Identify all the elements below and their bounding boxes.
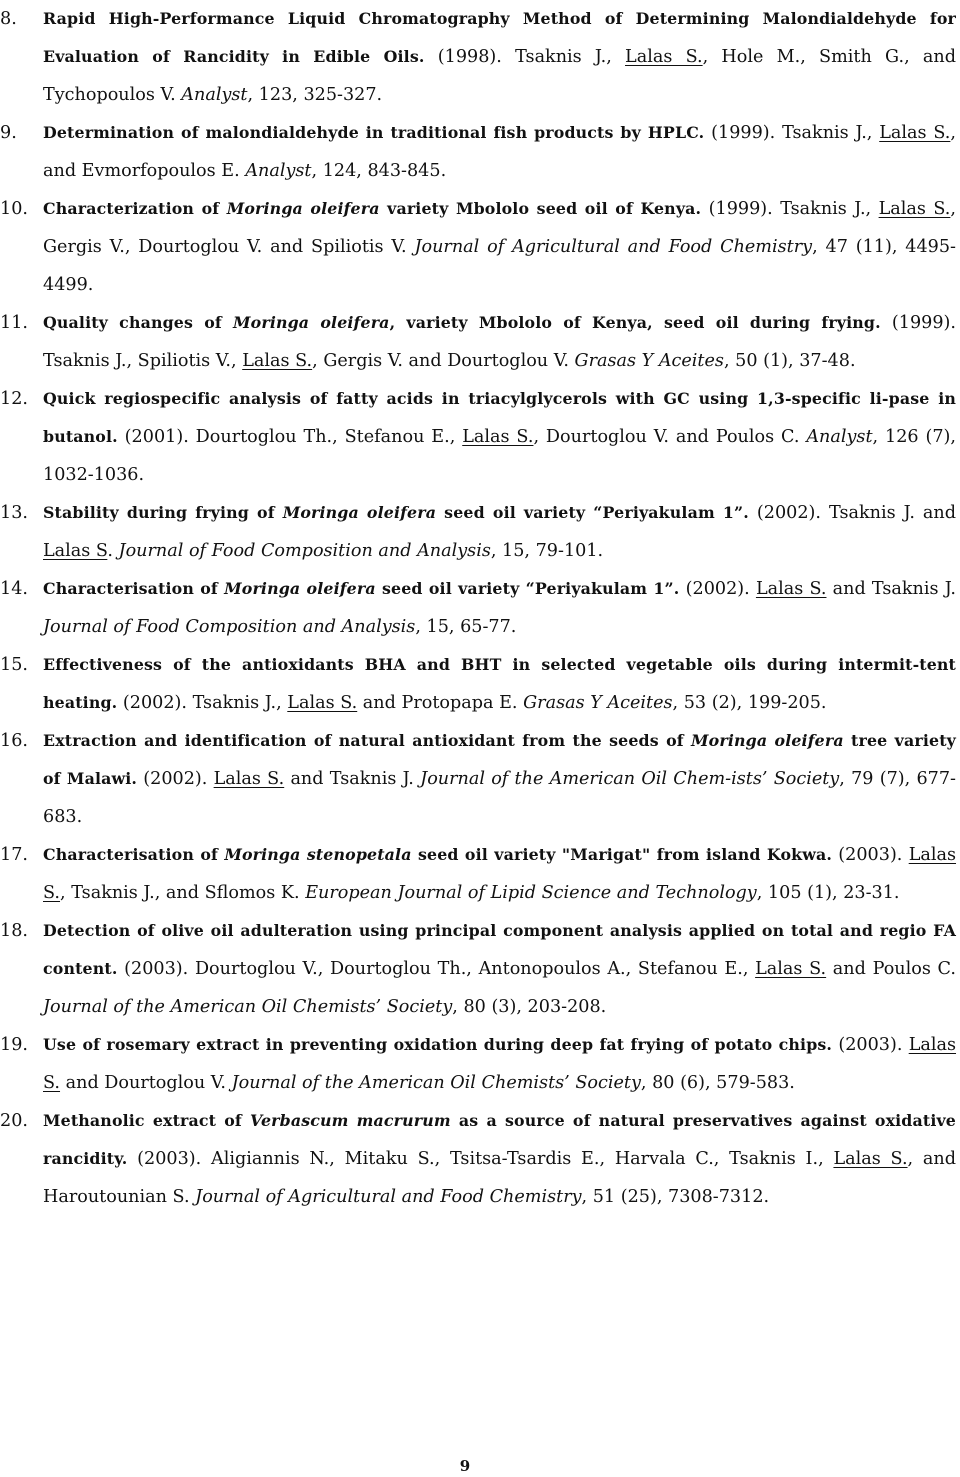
reference-item [0, 304, 956, 380]
citation-text: (2003). [832, 1035, 909, 1055]
reference-title [43, 845, 832, 864]
citation-text: , 15, 79-101. [490, 541, 604, 561]
reference-item [0, 114, 956, 190]
journal-name: Journal of Food Composition and Analysis [118, 541, 491, 561]
reference-number: 9. [0, 123, 17, 143]
reference-title [43, 199, 701, 218]
reference-number: 10. [0, 199, 28, 219]
citation-text: , and Haroutounian S. [43, 1149, 956, 1207]
journal-name: Journal of Food Composition and Analysis [43, 617, 416, 637]
citation-text: . [107, 541, 119, 561]
reference-text [43, 731, 956, 827]
reference-number: 20. [0, 1111, 28, 1131]
title-segment: , variety Mbololo of Kenya, seed oil during frying. [389, 313, 881, 332]
citation-text: , 105 (1), 23-31. [756, 883, 900, 903]
citation-text: , Tsaknis J., and Sflomos K. [60, 883, 306, 903]
title-segment: as a source of natural preservatives against oxidative rancidity. [43, 1111, 957, 1168]
citation-text: (1999). Tsaknis J., Spiliotis V., [43, 313, 956, 371]
reference-text [43, 9, 956, 105]
reference-item [0, 494, 956, 570]
journal-name: Analyst [181, 85, 248, 105]
reference-number: 19. [0, 1035, 28, 1055]
citation-text: , 15, 65-77. [415, 617, 517, 637]
reference-number: 14. [0, 579, 28, 599]
citation-text: (1999). Tsaknis J., [704, 123, 880, 143]
reference-title [43, 313, 881, 332]
highlighted-author: Lalas S. [833, 1149, 908, 1169]
journal-name: Analyst [245, 161, 312, 181]
reference-title [43, 503, 749, 522]
species-name: Verbascum macrurum [250, 1111, 451, 1130]
species-name: Moringa oleifera [224, 579, 376, 598]
reference-item [0, 0, 956, 114]
title-segment: Characterisation of [43, 845, 225, 864]
title-segment: Determination of malondialdehyde in traditional fish products by HPLC. [43, 123, 705, 142]
citation-text: , 124, 843-845. [311, 161, 447, 181]
reference-item [0, 836, 956, 912]
journal-name: Journal of Agricultural and Food Chemistry [195, 1187, 582, 1207]
reference-item [0, 570, 956, 646]
reference-text [43, 313, 956, 371]
reference-number: 11. [0, 313, 28, 333]
citation-text: , 123, 325-327. [247, 85, 383, 105]
reference-number: 15. [0, 655, 28, 675]
citation-text: (2001). Dourtoglou Th., Stefanou E., [117, 427, 463, 447]
reference-item [0, 1026, 956, 1102]
journal-name: Journal of the American Oil Chemists’ Society [43, 997, 453, 1017]
reference-item [0, 722, 956, 836]
journal-name: Journal of the American Oil Chemists’ Society [231, 1073, 641, 1093]
journal-name: Journal of the American Oil Chem-ists’ Society [420, 769, 840, 789]
title-segment: Stability during frying of [43, 503, 283, 522]
citation-text: and Dourtoglou V. [60, 1073, 232, 1093]
citation-text: , 51 (25), 7308-7312. [581, 1187, 770, 1207]
citation-text: , 80 (3), 203-208. [452, 997, 607, 1017]
reference-item [0, 1102, 956, 1216]
title-segment: Rapid High-Performance Liquid Chromatography Method of Determining Malondialdehyde for Evaluation of Rancidity in Edible Oils. [43, 9, 956, 66]
citation-text: , Gergis V. and Dourtoglou V. [312, 351, 575, 371]
reference-number: 16. [0, 731, 28, 751]
journal-name: Grasas Y Aceites [574, 351, 724, 371]
reference-number: 8. [0, 9, 17, 29]
reference-item [0, 912, 956, 1026]
journal-name: Journal of Agricultural and Food Chemistry [414, 237, 813, 257]
title-segment: Characterisation of [43, 579, 225, 598]
citation-text: , 80 (6), 579-583. [640, 1073, 795, 1093]
highlighted-author: Lalas S. [43, 1035, 957, 1093]
highlighted-author: Lalas S. [879, 123, 951, 143]
highlighted-author: Lalas S. [287, 693, 358, 713]
reference-number: 12. [0, 389, 28, 409]
reference-text [43, 1111, 956, 1207]
species-name: Moringa oleifera [233, 313, 390, 332]
highlighted-author: Lalas S. [43, 845, 957, 903]
citation-text: , 53 (2), 199-205. [672, 693, 827, 713]
citation-text: (2002). Tsaknis J. and [748, 503, 956, 523]
citation-text: (2002). [137, 769, 214, 789]
citation-text: , Gergis V., Dourtoglou V. and Spiliotis V. [43, 199, 956, 257]
citation-text: , and Evmorfopoulos E. [43, 123, 956, 181]
citation-text: and Protopapa E. [357, 693, 524, 713]
title-segment: seed oil variety "Marigat" from island Kokwa. [411, 845, 833, 864]
citation-text: , Dourtoglou V. and Poulos C. [533, 427, 807, 447]
title-segment: Effectiveness of the antioxidants BHA and BHT in selected vegetable oils during intermit-tent heating. [43, 655, 956, 712]
reference-text [43, 199, 956, 295]
journal-name: Analyst [806, 427, 873, 447]
title-segment: Quality changes of [43, 313, 234, 332]
species-name: Moringa oleifera [691, 731, 844, 750]
reference-item [0, 190, 956, 304]
reference-text [43, 503, 956, 561]
title-segment: Use of rosemary extract in preventing oxidation during deep fat frying of potato chips. [43, 1035, 833, 1054]
reference-text [43, 845, 956, 903]
highlighted-author: Lalas S. [462, 427, 534, 447]
reference-number: 13. [0, 503, 28, 523]
reference-title [43, 579, 679, 598]
citation-text: and Tsaknis J. [826, 579, 957, 599]
citation-text: (1999). Tsaknis J., [701, 199, 879, 219]
reference-text [43, 921, 956, 1017]
highlighted-author: Lalas S. [242, 351, 313, 371]
citation-text: , 50 (1), 37-48. [723, 351, 856, 371]
reference-title [43, 1035, 832, 1054]
highlighted-author: Lalas S [43, 541, 108, 561]
highlighted-author: Lalas S. [755, 959, 827, 979]
highlighted-author: Lalas S. [878, 199, 951, 219]
title-segment: Detection of olive oil adulteration using principal component analysis applied on total and regio FA content. [43, 921, 956, 978]
title-segment: tree variety of Malawi. [43, 731, 956, 788]
reference-text [43, 123, 956, 181]
title-segment: seed oil variety “Periyakulam 1”. [375, 579, 680, 598]
citation-text: (2003). [832, 845, 909, 865]
reference-text [43, 389, 956, 485]
highlighted-author: Lalas S. [625, 47, 703, 67]
citation-text: (2003). Aligiannis N., Mitaku S., Tsitsa-Tsardis E., Harvala C., Tsaknis I., [127, 1149, 834, 1169]
reference-title [43, 123, 704, 142]
species-name: Moringa oleifera [226, 199, 380, 218]
title-segment: Characterization of [43, 199, 227, 218]
reference-text [43, 579, 956, 637]
citation-text: (1998). Tsaknis J., [424, 47, 626, 67]
title-segment: seed oil variety “Periyakulam 1”. [436, 503, 749, 522]
reference-item [0, 380, 956, 494]
citation-text: and Tsaknis J. [284, 769, 421, 789]
reference-text [43, 655, 956, 713]
title-segment: Methanolic extract of [43, 1111, 251, 1130]
citation-text: , Hole M., Smith G., and Tychopoulos V. [43, 47, 956, 105]
citation-text: , 126 (7), 1032-1036. [43, 427, 956, 485]
highlighted-author: Lalas S. [213, 769, 285, 789]
reference-number: 18. [0, 921, 28, 941]
citation-text: , 47 (11), 4495-4499. [43, 237, 957, 295]
citation-text: , 79 (7), 677-683. [43, 769, 956, 827]
reference-item [0, 646, 956, 722]
journal-name: European Journal of Lipid Science and Technology [305, 883, 757, 903]
citation-text: (2003). Dourtoglou V., Dourtoglou Th., Antonopoulos A., Stefanou E., [117, 959, 756, 979]
species-name: Moringa stenopetala [224, 845, 412, 864]
citation-text: and Poulos C. [826, 959, 956, 979]
highlighted-author: Lalas S. [755, 579, 827, 599]
title-segment: variety Mbololo seed oil of Kenya. [379, 199, 702, 218]
citation-text: (2002). Tsaknis J., [117, 693, 288, 713]
journal-name: Grasas Y Aceites [523, 693, 673, 713]
reference-number: 17. [0, 845, 28, 865]
citation-text: (2002). [679, 579, 756, 599]
species-name: Moringa oleifera [282, 503, 437, 522]
page-number: 9 [459, 1457, 471, 1475]
title-segment: Extraction and identification of natural antioxidant from the seeds of [43, 731, 692, 750]
title-segment: Quick regiospecific analysis of fatty acids in triacylglycerols with GC using 1,3-specific li-pase in butanol. [43, 389, 956, 446]
reference-text [43, 1035, 956, 1093]
